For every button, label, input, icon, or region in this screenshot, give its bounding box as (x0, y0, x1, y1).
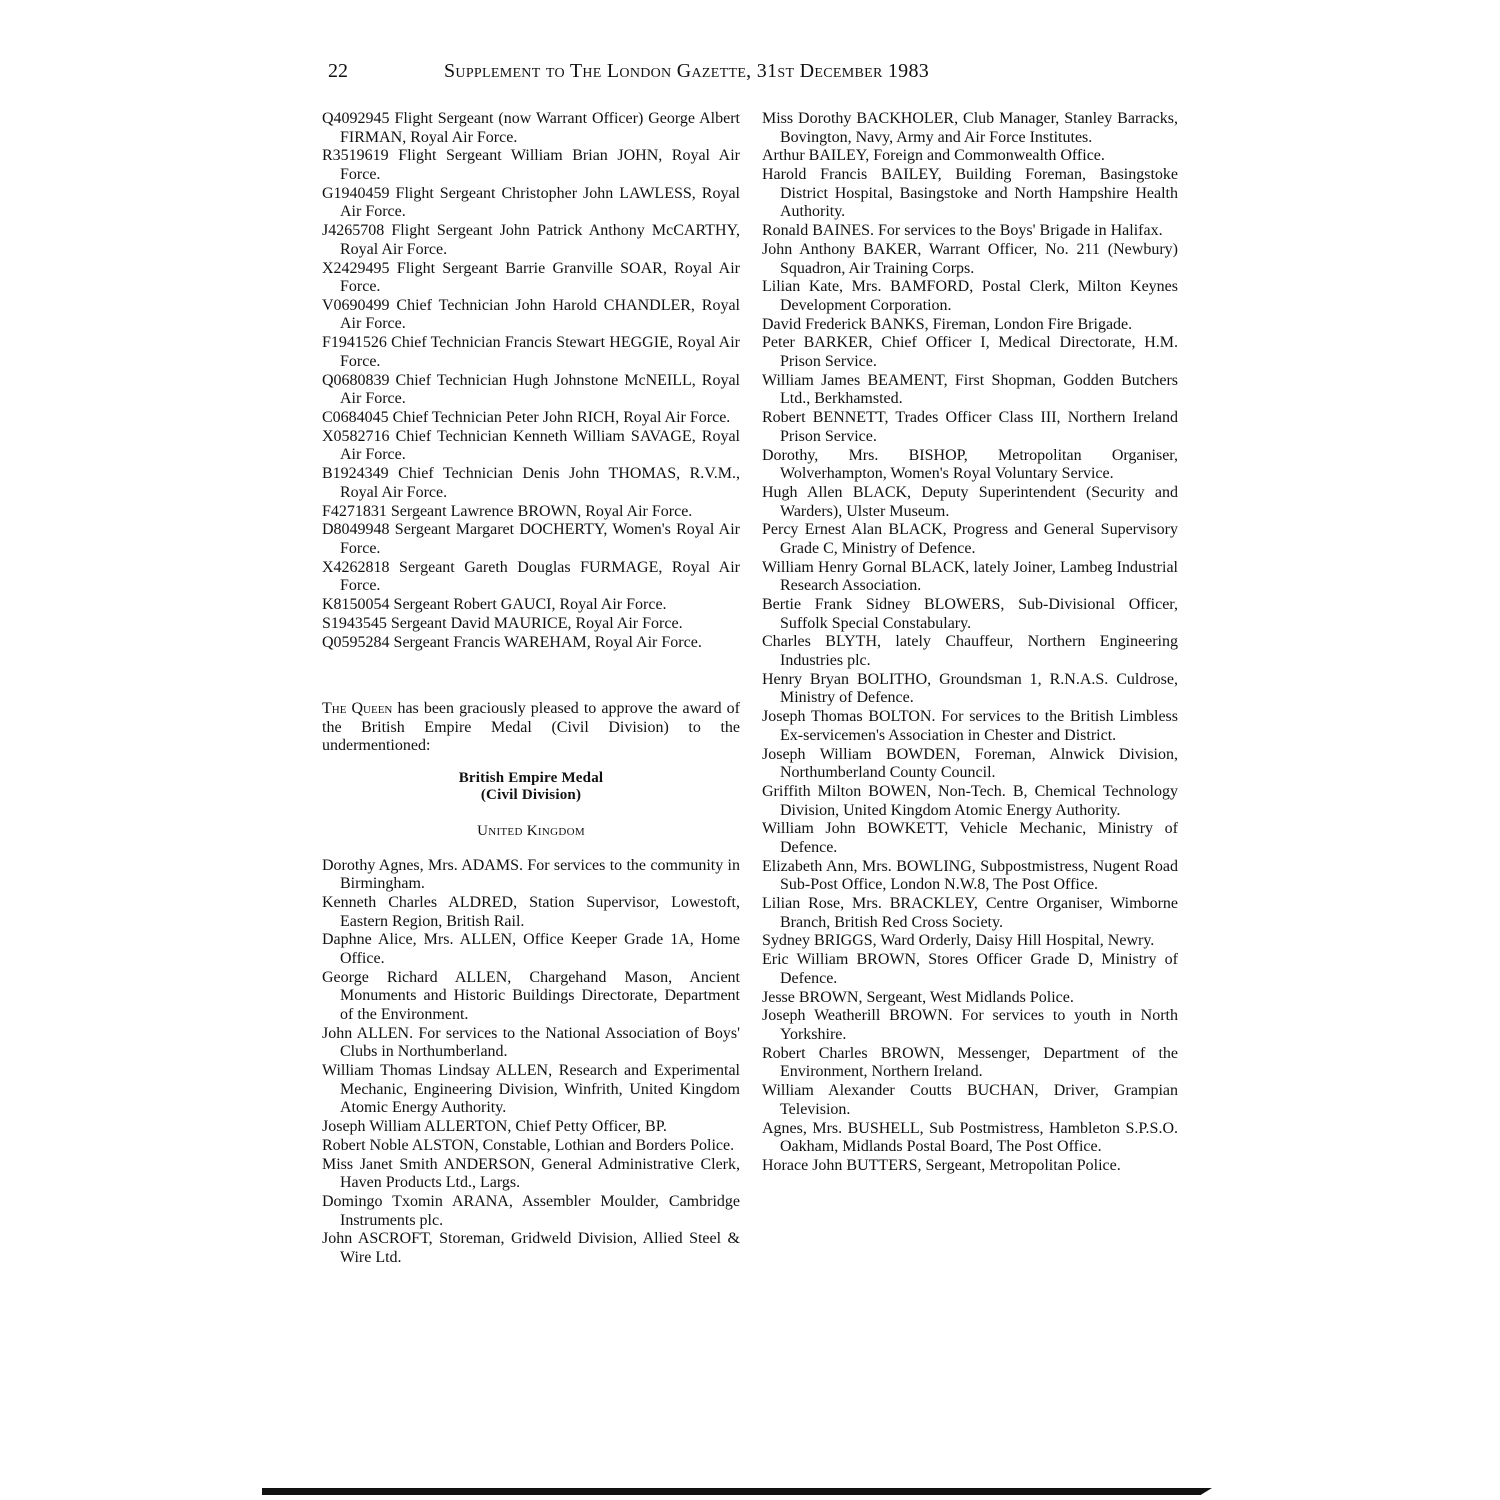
list-item: Griffith Milton BOWEN, Non-Tech. B, Chemical Technology Division, United Kingdom Atomic Energy Authority. (762, 782, 1178, 819)
list-item: Q4092945 Flight Sergeant (now Warrant Officer) George Albert FIRMAN, Royal Air Force. (322, 110, 740, 146)
list-item: Joseph Thomas BOLTON. For services to the British Limbless Ex-servicemen's Association in Chester and District. (762, 708, 1178, 744)
page-header (322, 60, 1178, 90)
raf-list (322, 110, 740, 652)
list-item: William Alexander Coutts BUCHAN, Driver, Grampian Television. (762, 1082, 1178, 1118)
bem-list-left (322, 857, 740, 1268)
region-heading: United Kingdom (477, 823, 585, 839)
list-item: X2429495 Flight Sergeant Barrie Granville SOAR, Royal Air Force. (322, 259, 740, 296)
notice-lead: The Queen (322, 700, 393, 718)
list-item: Peter BARKER, Chief Officer I, Medical Directorate, H.M. Prison Service. (762, 334, 1178, 371)
list-item: R3519619 Flight Sergeant William Brian JOHN, Royal Air Force. (322, 147, 740, 183)
list-item: C0684045 Chief Technician Peter John RICH, Royal Air Force. (322, 409, 731, 426)
list-item: John ALLEN. For services to the National Association of Boys' Clubs in Northumberland. (322, 1024, 740, 1061)
list-item: Miss Janet Smith ANDERSON, General Administrative Clerk, Haven Products Ltd., Largs. (322, 1155, 740, 1192)
list-item: William Henry Gornal BLACK, lately Joiner, Lambeg Industrial Research Association. (762, 558, 1178, 595)
list-item: V0690499 Chief Technician John Harold CHANDLER, Royal Air Force. (322, 296, 740, 333)
medal-heading: British Empire Medal (458, 770, 604, 786)
list-item: Horace John BUTTERS, Sergeant, Metropolitan Police. (762, 1156, 1121, 1174)
list-item: Sydney BRIGGS, Ward Orderly, Daisy Hill Hospital, Newry. (762, 932, 1155, 950)
medal-heading-block (322, 770, 740, 804)
list-item: Henry Bryan BOLITHO, Groundsman 1, R.N.A.S. Culdrose, Ministry of Defence. (762, 670, 1178, 707)
list-item: G1940459 Flight Sergeant Christopher John LAWLESS, Royal Air Force. (322, 184, 740, 221)
list-item: William James BEAMENT, First Shopman, Godden Butchers Ltd., Berkhamsted. (762, 371, 1178, 408)
list-item: Q0595284 Sergeant Francis WAREHAM, Royal Air Force. (322, 633, 702, 651)
list-item: John Anthony BAKER, Warrant Officer, No. 211 (Newbury) Squadron, Air Training Corps. (762, 240, 1178, 277)
list-item: Eric William BROWN, Stores Officer Grade D, Ministry of Defence. (762, 951, 1178, 987)
list-item: Lilian Kate, Mrs. BAMFORD, Postal Clerk, Milton Keynes Development Corporation. (762, 278, 1178, 314)
list-item: Joseph Weatherill BROWN. For services to youth in North Yorkshire. (762, 1007, 1178, 1043)
list-item: Q0680839 Chief Technician Hugh Johnstone McNEILL, Royal Air Force. (322, 371, 740, 408)
footer-rule (262, 1488, 1212, 1495)
list-item: Lilian Rose, Mrs. BRACKLEY, Centre Organiser, Wimborne Branch, British Red Cross Society. (762, 895, 1178, 931)
list-item: Daphne Alice, Mrs. ALLEN, Office Keeper Grade 1A, Home Office. (322, 931, 740, 967)
list-item: Miss Dorothy BACKHOLER, Club Manager, Stanley Barracks, Bovington, Navy, Army and Air Force Institutes. (762, 110, 1178, 146)
list-item: Ronald BAINES. For services to the Boys' Brigade in Halifax. (762, 222, 1163, 240)
page-number: 22 (328, 60, 348, 82)
list-item: Arthur BAILEY, Foreign and Commonwealth Office. (762, 147, 1105, 165)
list-item: X4262818 Sergeant Gareth Douglas FURMAGE, Royal Air Force. (322, 558, 740, 595)
page-title: Supplement to The London Gazette, 31st December 1983 (444, 60, 930, 82)
notice-text: has been graciously pleased to approve the award of the British Empire Medal (Civil Division) to the undermentioned: (322, 700, 741, 755)
list-item: S1943545 Sergeant David MAURICE, Royal Air Force. (322, 614, 683, 632)
list-item: Dorothy Agnes, Mrs. ADAMS. For services to the community in Birmingham. (322, 856, 740, 893)
list-item: K8150054 Sergeant Robert GAUCI, Royal Air Force. (322, 596, 667, 614)
list-item: George Richard ALLEN, Chargehand Mason, Ancient Monuments and Historic Buildings Directorate, Department of the Environment. (322, 968, 740, 1023)
list-item: Joseph William ALLERTON, Chief Petty Officer, BP. (322, 1118, 667, 1136)
list-item: Elizabeth Ann, Mrs. BOWLING, Subpostmistress, Nugent Road Sub-Post Office, London N.W.8, The Post Office. (762, 857, 1178, 894)
list-item: J4265708 Flight Sergeant John Patrick Anthony McCARTHY, Royal Air Force. (322, 222, 740, 258)
list-item: David Frederick BANKS, Fireman, London Fire Brigade. (762, 315, 1133, 333)
list-item: Charles BLYTH, lately Chauffeur, Northern Engineering Industries plc. (762, 633, 1178, 670)
list-item: F1941526 Chief Technician Francis Stewart HEGGIE, Royal Air Force. (322, 334, 740, 370)
list-item: John ASCROFT, Storeman, Gridweld Division, Allied Steel & Wire Ltd. (322, 1230, 740, 1266)
award-notice (322, 700, 740, 756)
list-item: Joseph William BOWDEN, Foreman, Alnwick Division, Northumberland County Council. (762, 745, 1178, 782)
list-item: D8049948 Sergeant Margaret DOCHERTY, Women's Royal Air Force. (322, 521, 740, 557)
list-item: Robert Noble ALSTON, Constable, Lothian and Borders Police. (322, 1136, 735, 1154)
list-item: Domingo Txomin ARANA, Assembler Moulder, Cambridge Instruments plc. (322, 1192, 740, 1229)
list-item: William John BOWKETT, Vehicle Mechanic, Ministry of Defence. (762, 820, 1178, 856)
list-item: Dorothy, Mrs. BISHOP, Metropolitan Organiser, Wolverhampton, Women's Royal Voluntary Service. (762, 446, 1178, 483)
list-item: Hugh Allen BLACK, Deputy Superintendent (Security and Warders), Ulster Museum. (762, 483, 1178, 520)
list-item: Robert BENNETT, Trades Officer Class III, Northern Ireland Prison Service. (762, 409, 1178, 445)
list-item: B1924349 Chief Technician Denis John THOMAS, R.V.M., Royal Air Force. (322, 465, 740, 501)
medal-subheading: (Civil Division) (480, 787, 582, 803)
right-column (762, 110, 1178, 1175)
list-item: Agnes, Mrs. BUSHELL, Sub Postmistress, Hambleton S.P.S.O. Oakham, Midlands Postal Board, The Post Office. (762, 1119, 1178, 1156)
list-item: Jesse BROWN, Sergeant, West Midlands Police. (762, 988, 1074, 1006)
list-item: Robert Charles BROWN, Messenger, Department of the Environment, Northern Ireland. (762, 1044, 1178, 1081)
list-item: X0582716 Chief Technician Kenneth William SAVAGE, Royal Air Force. (322, 427, 740, 464)
left-column (322, 110, 740, 1268)
list-item: Bertie Frank Sidney BLOWERS, Sub-Divisional Officer, Suffolk Special Constabulary. (762, 596, 1178, 632)
list-item: Harold Francis BAILEY, Building Foreman, Basingstoke District Hospital, Basingstoke and North Hampshire Health Authority. (762, 166, 1178, 221)
list-item: Percy Ernest Alan BLACK, Progress and General Supervisory Grade C, Ministry of Defence. (762, 521, 1178, 557)
list-item: William Thomas Lindsay ALLEN, Research and Experimental Mechanic, Engineering Division, Winfrith, United Kingdom Atomic Energy Authority. (322, 1062, 740, 1117)
list-item: F4271831 Sergeant Lawrence BROWN, Royal Air Force. (322, 502, 693, 520)
list-item: Kenneth Charles ALDRED, Station Supervisor, Lowestoft, Eastern Region, British Rail. (322, 893, 740, 930)
